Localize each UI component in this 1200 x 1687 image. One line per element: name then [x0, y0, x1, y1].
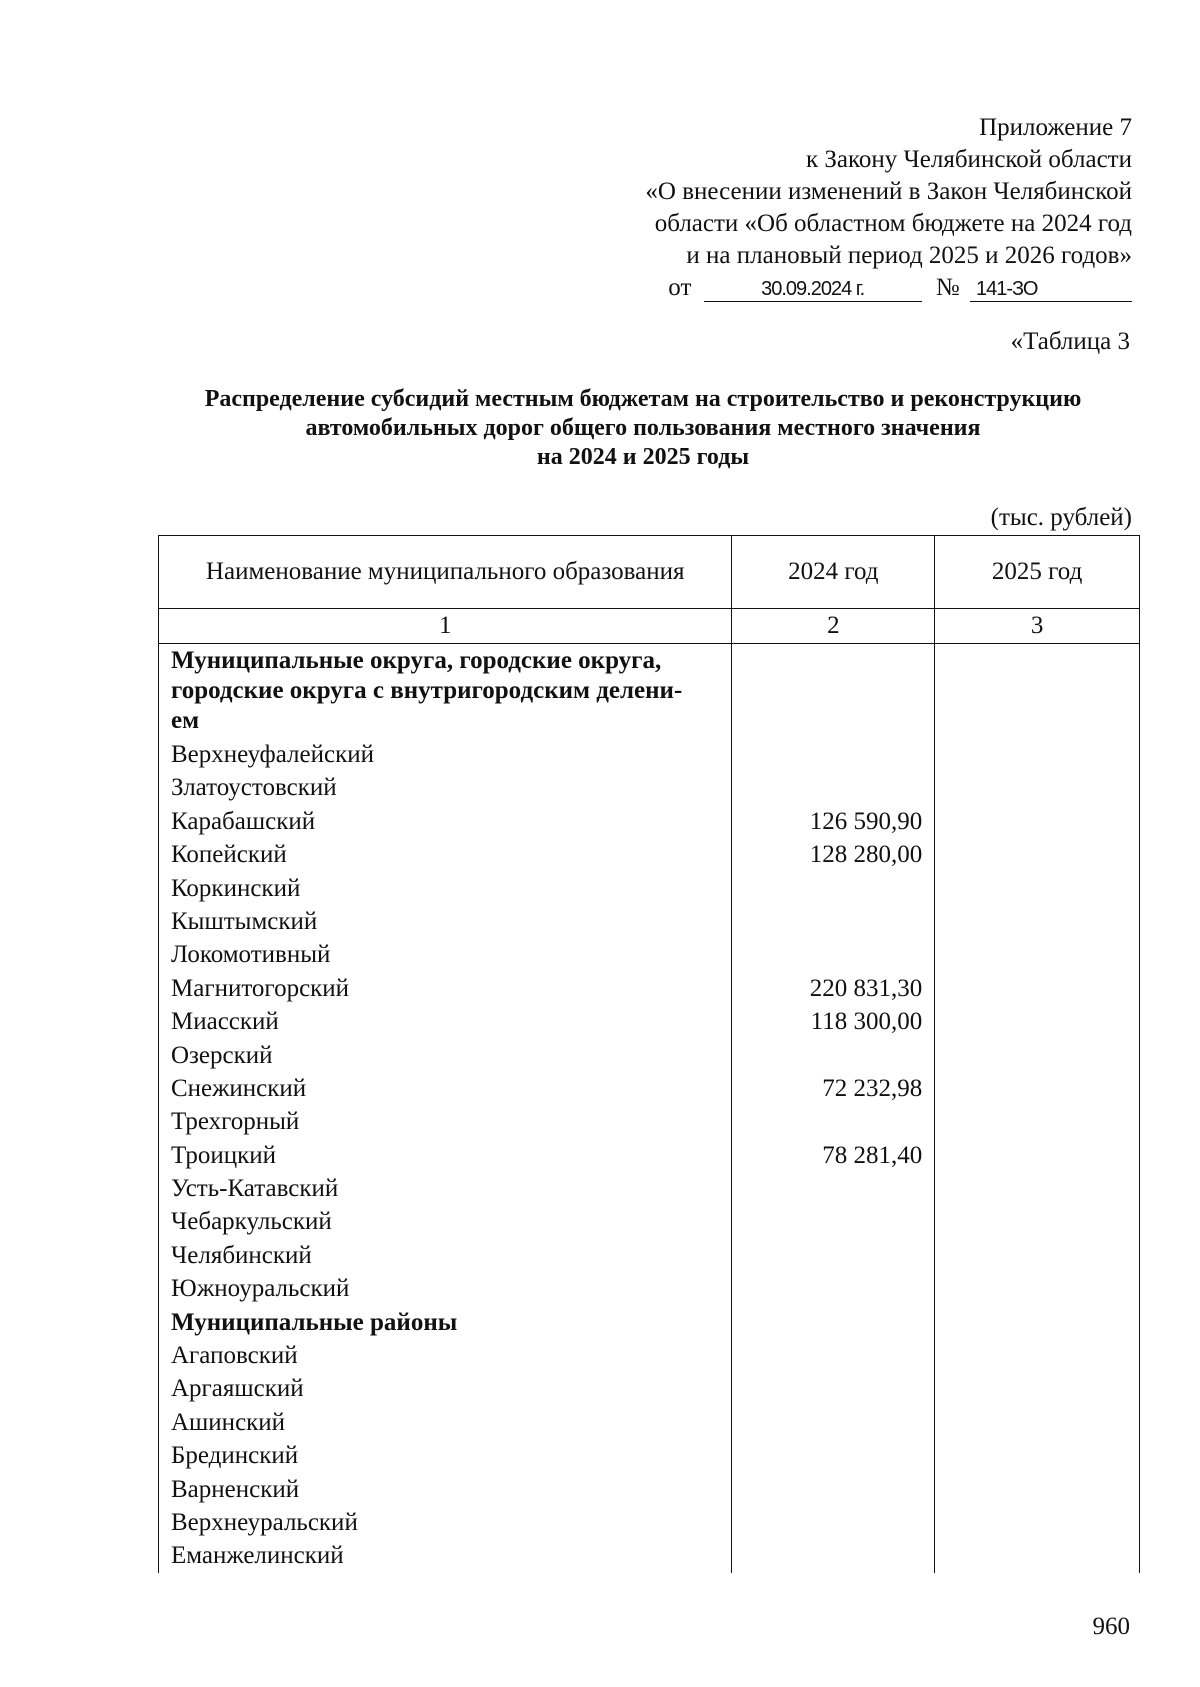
values-2025-column [935, 644, 1140, 1573]
law-date: 30.09.2024 г. [704, 277, 922, 302]
municipality-name: Челябинский [171, 1241, 312, 1269]
municipality-name: Варненский [171, 1475, 300, 1503]
value-2024 [732, 771, 922, 804]
header-line-5: и на плановый период 2025 и 2026 годов» [686, 242, 1132, 269]
number-label: № [935, 274, 960, 301]
municipality-name: Южноуральский [171, 1275, 350, 1303]
column-number-row [159, 609, 1140, 644]
value-2025 [935, 1072, 1127, 1105]
value-2025 [935, 1539, 1127, 1572]
value-2024: 128 280,00 [809, 841, 923, 869]
header-line-1: Приложение 7 [979, 114, 1132, 141]
appendix-header [645, 112, 1132, 304]
names-list [159, 644, 731, 1573]
group2-names [171, 1339, 731, 1573]
document-title [150, 385, 1136, 472]
group-title-municipal-districts: Муниципальные районы [171, 1308, 458, 1336]
municipality-name: Усть-Катавский [171, 1175, 339, 1203]
table-label: «Таблица 3 [1010, 328, 1130, 355]
value-2025 [935, 1339, 1127, 1372]
value-2025 [935, 738, 1127, 771]
header-municipality: Наименование муниципального образования [159, 536, 732, 609]
header-line-3: «О внесении изменений в Закон Челябинской [645, 178, 1132, 205]
values-2024-list [732, 644, 934, 1573]
from-label: от [668, 274, 692, 301]
title-line-3: на 2024 и 2025 годы [536, 444, 750, 470]
value-2024 [732, 738, 922, 771]
value-2024: 220 831,30 [809, 974, 923, 1002]
group-title-line: ем [171, 707, 200, 734]
table-header-row [159, 536, 1140, 609]
value-2025 [935, 1272, 1127, 1305]
value-2024 [732, 1039, 922, 1072]
title-line-2: автомобильных дорог общего пользования местного значения [305, 415, 981, 441]
column-number-2: 2 [732, 609, 935, 644]
value-2024: 72 232,98 [822, 1074, 923, 1102]
column-number-1: 1 [159, 609, 732, 644]
value-2024 [732, 1172, 922, 1205]
table-body-row [159, 644, 1140, 1573]
municipality-name: Коркинский [171, 874, 301, 902]
municipality-name: Копейский [171, 841, 287, 869]
municipality-name: Еманжелинский [171, 1542, 344, 1570]
values-2024-column [732, 644, 935, 1573]
municipality-name: Агаповский [171, 1342, 298, 1370]
municipality-name: Миасский [171, 1008, 279, 1036]
group2-values-2025 [935, 1339, 1127, 1573]
value-2024: 126 590,90 [809, 807, 923, 835]
value-2025 [935, 1372, 1127, 1405]
value-2025 [935, 1439, 1127, 1472]
value-2024 [732, 1372, 922, 1405]
names-column [159, 644, 732, 1573]
group-gap-row [732, 1306, 922, 1339]
municipality-name: Верхнеуральский [171, 1508, 358, 1536]
value-2024 [732, 1339, 922, 1372]
value-2024: 78 281,40 [822, 1141, 923, 1169]
value-2024: 118 300,00 [810, 1008, 923, 1036]
law-signature-line [645, 272, 1132, 304]
group-gap [732, 646, 922, 738]
value-2024 [732, 1105, 922, 1138]
value-2024 [732, 872, 922, 905]
municipality-name: Снежинский [171, 1074, 307, 1102]
value-2025 [935, 1172, 1127, 1205]
value-2025 [935, 1105, 1127, 1138]
value-2025 [935, 938, 1127, 971]
values-2025-list [935, 644, 1139, 1573]
value-2024 [732, 1473, 922, 1506]
municipality-name: Аргаяшский [171, 1375, 304, 1403]
group-title-municipal-okrugs [171, 646, 731, 738]
value-2024 [732, 1406, 922, 1439]
header-line-4: области «Об областном бюджете на 2024 год [654, 210, 1132, 237]
municipality-name: Брединский [171, 1442, 299, 1470]
group1-names [171, 738, 731, 1306]
municipality-name: Верхнеуфалейский [171, 741, 374, 768]
value-2025 [935, 1139, 1127, 1172]
value-2024 [732, 1539, 922, 1572]
group1-values-2024 [732, 738, 922, 1306]
page-number: 960 [1092, 1613, 1130, 1640]
value-2025 [935, 905, 1127, 938]
header-2024: 2024 год [732, 536, 935, 609]
municipality-name: Ашинский [171, 1408, 286, 1436]
group-gap [935, 646, 1127, 738]
municipality-name: Карабашский [171, 807, 316, 835]
law-number: 141-ЗО [970, 277, 1132, 302]
value-2025 [935, 1039, 1127, 1072]
value-2025 [935, 805, 1127, 838]
title-line-1: Распределение субсидий местным бюджетам на строительство и реконструкцию [204, 386, 1082, 412]
municipality-name: Трехгорный [171, 1108, 300, 1136]
group1-values-2025 [935, 738, 1127, 1306]
value-2024 [732, 1205, 922, 1238]
header-2025: 2025 год [935, 536, 1140, 609]
municipality-name: Локомотивный [171, 941, 331, 969]
group-title-line: городские округа с внутригородским делени- [171, 677, 683, 704]
value-2025 [935, 1205, 1127, 1238]
subsidy-table [158, 535, 1140, 1573]
header-line-2: к Закону Челябинской области [806, 146, 1132, 173]
group-title-line: Муниципальные округа, городские округа, [171, 647, 662, 674]
value-2024 [732, 1239, 922, 1272]
value-2025 [935, 972, 1127, 1005]
value-2024 [732, 1272, 922, 1305]
municipality-name: Троицкий [171, 1141, 276, 1169]
municipality-name: Чебаркульский [171, 1208, 332, 1236]
value-2025 [935, 1473, 1127, 1506]
value-2025 [935, 1506, 1127, 1539]
value-2025 [935, 771, 1127, 804]
column-number-3: 3 [935, 609, 1140, 644]
units-label: (тыс. рублей) [990, 504, 1132, 531]
municipality-name: Озерский [171, 1041, 273, 1069]
group2-values-2024 [732, 1339, 922, 1573]
value-2024 [732, 905, 922, 938]
municipality-name: Златоустовский [171, 774, 337, 802]
value-2025 [935, 872, 1127, 905]
municipality-name: Кыштымский [171, 907, 318, 935]
value-2024 [732, 938, 922, 971]
group-gap-row [935, 1306, 1127, 1339]
municipality-name: Магнитогорский [171, 974, 350, 1002]
value-2025 [935, 838, 1127, 871]
value-2025 [935, 1005, 1127, 1038]
value-2025 [935, 1239, 1127, 1272]
value-2024 [732, 1506, 922, 1539]
value-2024 [732, 1439, 922, 1472]
value-2025 [935, 1406, 1127, 1439]
